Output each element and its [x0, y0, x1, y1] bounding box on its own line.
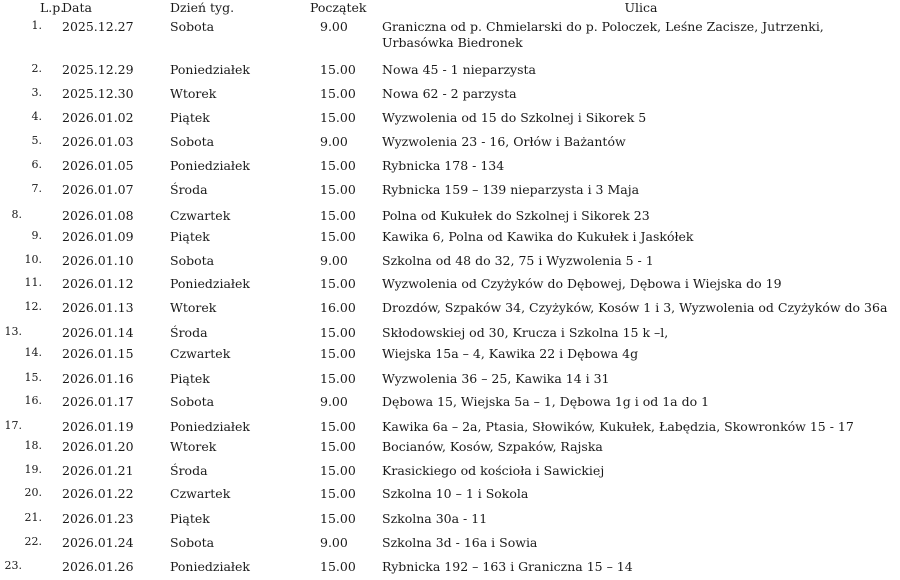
row-date: 2026.01.17 — [62, 394, 134, 409]
row-day: Wtorek — [170, 86, 217, 101]
row-street: Rybnicka 178 - 134 — [382, 158, 505, 173]
row-lp: 4. — [31, 110, 42, 123]
row-start: 15.00 — [320, 559, 356, 574]
row-day: Piątek — [170, 511, 210, 526]
row-day: Środa — [170, 463, 208, 478]
row-street: Krasickiego od kościoła i Sawickiej — [382, 463, 605, 478]
row-day: Sobota — [170, 253, 215, 268]
row-street: Kawika 6, Polna od Kawika do Kukułek i Jaskółek — [382, 229, 694, 244]
table-row — [0, 107, 900, 131]
row-day: Poniedziałek — [170, 419, 250, 434]
table-row — [0, 483, 900, 507]
row-day: Czwartek — [170, 208, 231, 223]
row-street: Szkolna 10 – 1 i Sokola — [382, 486, 529, 501]
row-date: 2026.01.14 — [62, 325, 134, 340]
row-street: Rybnicka 159 – 139 nieparzysta i 3 Maja — [382, 182, 640, 197]
row-street: Bocianów, Kosów, Szpaków, Rajska — [382, 439, 603, 454]
row-lp: 9. — [31, 229, 42, 242]
row-street: Wyzwolenia od 15 do Szkolnej i Sikorek 5 — [382, 110, 647, 125]
row-date: 2026.01.22 — [62, 486, 134, 501]
row-day: Czwartek — [170, 486, 231, 501]
header-lp: L.p. — [40, 0, 65, 15]
header-day: Dzień tyg. — [170, 0, 235, 15]
row-start: 15.00 — [320, 371, 356, 386]
row-lp: 2. — [31, 62, 42, 75]
table-row — [0, 83, 900, 107]
row-street: Wyzwolenia od Czyżyków do Dębowej, Dębowa i Wiejska do 19 — [382, 276, 782, 291]
row-start: 15.00 — [320, 110, 356, 125]
row-lp: 7. — [31, 182, 42, 195]
row-day: Czwartek — [170, 346, 231, 361]
row-date: 2026.01.19 — [62, 419, 134, 434]
table-row — [0, 532, 900, 556]
header-street: Ulica — [624, 0, 658, 15]
row-date: 2026.01.09 — [62, 229, 134, 244]
row-start: 15.00 — [320, 511, 356, 526]
row-start: 15.00 — [320, 86, 356, 101]
row-day: Piątek — [170, 229, 210, 244]
row-date: 2026.01.15 — [62, 346, 134, 361]
table-row — [0, 273, 900, 297]
table-row — [0, 508, 900, 532]
row-lp: 1. — [31, 19, 42, 32]
row-start: 9.00 — [320, 253, 348, 268]
row-lp: 12. — [24, 300, 42, 313]
row-day: Poniedziałek — [170, 62, 250, 77]
row-start: 9.00 — [320, 535, 348, 550]
row-day: Poniedziałek — [170, 158, 250, 173]
row-street: Szkolna 30a - 11 — [382, 511, 488, 526]
row-lp: 10. — [24, 253, 42, 266]
row-start: 15.00 — [320, 419, 356, 434]
row-day: Wtorek — [170, 300, 217, 315]
table-row — [0, 155, 900, 179]
row-lp: 18. — [24, 439, 42, 452]
row-day: Wtorek — [170, 439, 217, 454]
table-row — [0, 131, 900, 155]
row-date: 2025.12.29 — [62, 62, 134, 77]
table-row — [0, 179, 900, 203]
row-street: Dębowa 15, Wiejska 5a – 1, Dębowa 1g i od 1a do 1 — [382, 394, 710, 409]
row-date: 2026.01.23 — [62, 511, 134, 526]
row-start: 16.00 — [320, 300, 356, 315]
row-street: Graniczna od p. Chmielarski do p. Poloczek, Leśne Zacisze, Jutrzenki, Urbasówka Biedronek — [382, 19, 824, 50]
row-date: 2026.01.07 — [62, 182, 134, 197]
row-street: Nowa 62 - 2 parzysta — [382, 86, 517, 101]
row-date: 2026.01.16 — [62, 371, 134, 386]
row-date: 2026.01.05 — [62, 158, 134, 173]
row-street: Polna od Kukułek do Szkolnej i Sikorek 23 — [382, 208, 650, 223]
row-lp: 8. — [11, 208, 22, 221]
row-lp: 21. — [24, 511, 42, 524]
row-lp: 3. — [31, 86, 42, 99]
table-row — [0, 16, 900, 58]
row-lp: 6. — [31, 158, 42, 171]
row-day: Środa — [170, 325, 208, 340]
row-lp: 22. — [24, 535, 42, 548]
row-start: 15.00 — [320, 158, 356, 173]
row-street: Nowa 45 - 1 nieparzysta — [382, 62, 537, 77]
row-lp: 17. — [4, 419, 22, 432]
row-lp: 23. — [4, 559, 22, 572]
row-street: Drozdów, Szpaków 34, Czyżyków, Kosów 1 i 3, Wyzwolenia od Czyżyków do 36a — [382, 300, 888, 315]
row-start: 15.00 — [320, 229, 356, 244]
row-lp: 5. — [31, 134, 42, 147]
row-lp: 15. — [24, 371, 42, 384]
row-day: Poniedziałek — [170, 276, 250, 291]
row-day: Piątek — [170, 110, 210, 125]
row-start: 9.00 — [320, 394, 348, 409]
row-street: Rybnicka 192 – 163 i Graniczna 15 – 14 — [382, 559, 633, 574]
row-date: 2026.01.12 — [62, 276, 134, 291]
row-start: 9.00 — [320, 19, 348, 34]
table-row — [0, 556, 900, 580]
row-lp: 20. — [24, 486, 42, 499]
row-date: 2026.01.21 — [62, 463, 134, 478]
row-street: Szkolna 3d - 16a i Sowia — [382, 535, 538, 550]
row-street: Skłodowskiej od 30, Krucza i Szkolna 15 k –l, — [382, 325, 669, 340]
row-street: Szkolna od 48 do 32, 75 i Wyzwolenia 5 - 1 — [382, 253, 654, 268]
table-row — [0, 368, 900, 392]
table-row — [0, 250, 900, 274]
row-street: Wiejska 15a – 4, Kawika 22 i Dębowa 4g — [382, 346, 639, 361]
table-row — [0, 297, 900, 321]
row-day: Sobota — [170, 19, 215, 34]
row-start: 15.00 — [320, 208, 356, 223]
table-row — [0, 343, 900, 367]
row-start: 15.00 — [320, 346, 356, 361]
row-day: Sobota — [170, 394, 215, 409]
row-day: Sobota — [170, 134, 215, 149]
row-street: Kawika 6a – 2a, Ptasia, Słowików, Kukułek, Łabędzia, Skowronków 15 - 17 — [382, 419, 854, 434]
row-lp: 11. — [24, 276, 42, 289]
row-start: 15.00 — [320, 325, 356, 340]
row-date: 2026.01.26 — [62, 559, 134, 574]
row-start: 15.00 — [320, 62, 356, 77]
table-row — [0, 59, 900, 83]
row-start: 15.00 — [320, 276, 356, 291]
row-date: 2026.01.10 — [62, 253, 134, 268]
row-date: 2026.01.20 — [62, 439, 134, 454]
row-lp: 19. — [24, 463, 42, 476]
table-row — [0, 436, 900, 460]
row-start: 15.00 — [320, 439, 356, 454]
row-day: Sobota — [170, 535, 215, 550]
row-lp: 14. — [24, 346, 42, 359]
row-date: 2026.01.08 — [62, 208, 134, 223]
row-street: Wyzwolenia 36 – 25, Kawika 14 i 31 — [382, 371, 610, 386]
table-row — [0, 460, 900, 484]
table-row — [0, 391, 900, 415]
row-start: 15.00 — [320, 182, 356, 197]
row-day: Piątek — [170, 371, 210, 386]
row-start: 9.00 — [320, 134, 348, 149]
row-date: 2026.01.13 — [62, 300, 134, 315]
row-date: 2025.12.30 — [62, 86, 134, 101]
row-street: Wyzwolenia 23 - 16, Orłów i Bażantów — [382, 134, 626, 149]
row-start: 15.00 — [320, 463, 356, 478]
row-day: Poniedziałek — [170, 559, 250, 574]
header-date: Data — [62, 0, 92, 15]
row-date: 2026.01.03 — [62, 134, 134, 149]
row-date: 2026.01.24 — [62, 535, 134, 550]
header-start: Początek — [310, 0, 367, 15]
row-date: 2025.12.27 — [62, 19, 134, 34]
row-start: 15.00 — [320, 486, 356, 501]
row-day: Środa — [170, 182, 208, 197]
row-lp: 16. — [24, 394, 42, 407]
table-row — [0, 226, 900, 250]
row-date: 2026.01.02 — [62, 110, 134, 125]
row-lp: 13. — [4, 325, 22, 338]
